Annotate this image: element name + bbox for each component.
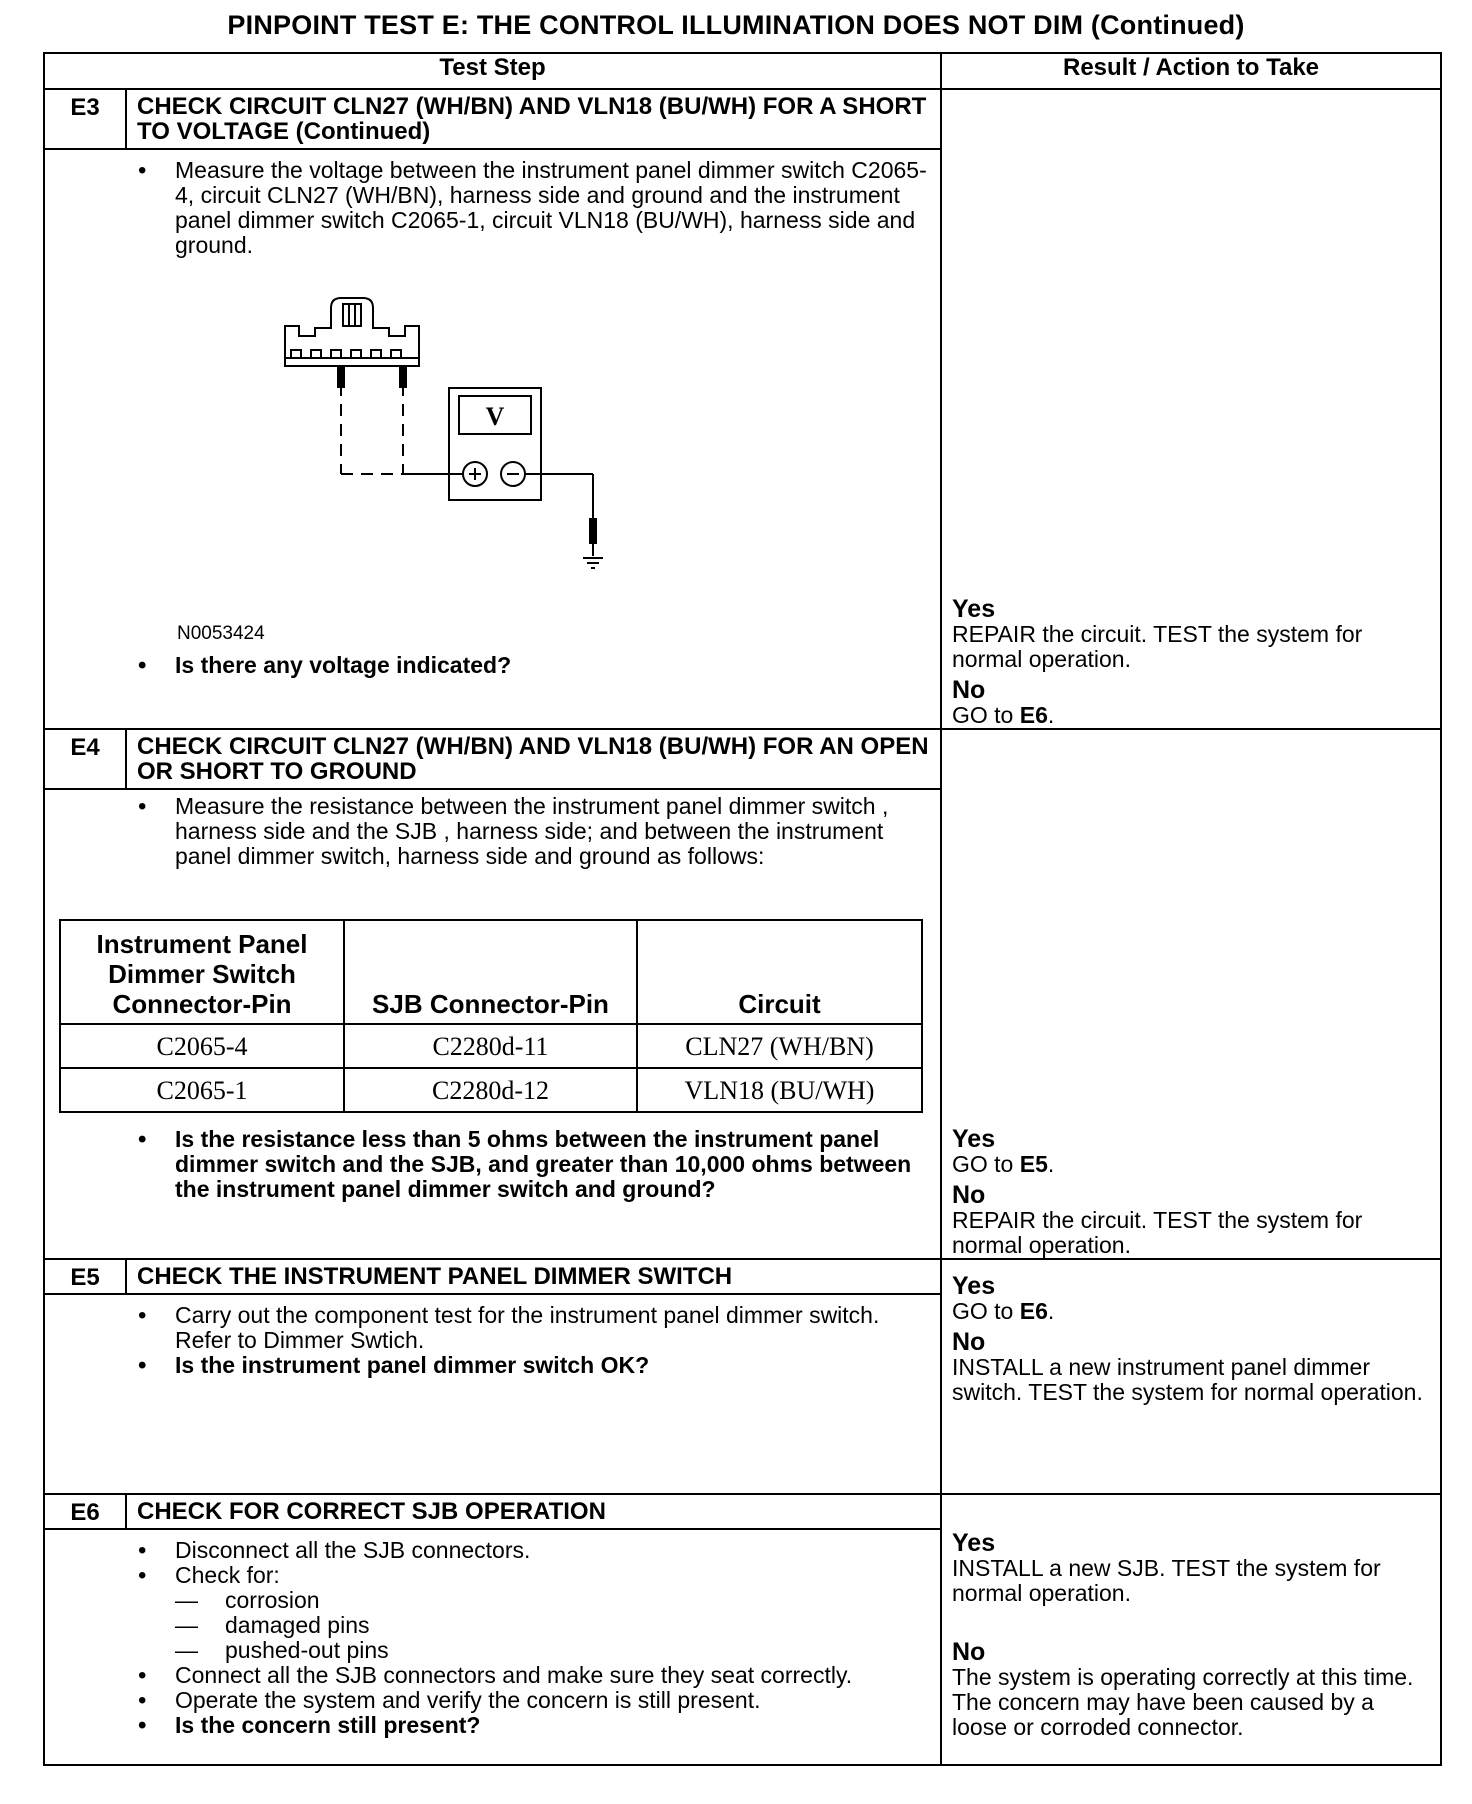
instruction: • Check for: — corrosion — damaged pins — pushed-out pins	[45, 1563, 930, 1663]
col-header-dimmer-pin: Instrument Panel Dimmer Switch Connector-Pin	[60, 920, 344, 1024]
list-item: — corrosion	[175, 1588, 930, 1613]
figure-id: N0053424	[177, 623, 265, 644]
instruction: • Connect all the SJB connectors and make sure they seat correctly.	[45, 1663, 930, 1688]
cell-circuit: VLN18 (BU/WH)	[637, 1068, 922, 1112]
check-list	[175, 1588, 930, 1663]
result-e6	[941, 1494, 1441, 1765]
meter-label: V	[485, 402, 505, 431]
table-row	[60, 1068, 922, 1112]
step-body-e3	[44, 149, 941, 729]
instruction: • Measure the resistance between the instrument panel dimmer switch , harness side and the SJB , harness side; and between the instrument panel dimmer switch, harness side and ground as follows:	[45, 794, 930, 869]
result-e4	[941, 729, 1441, 1259]
col-header-circuit: Circuit	[637, 920, 922, 1024]
yes-label: Yes	[952, 1125, 996, 1153]
yes-action: REPAIR the circuit. TEST the system for normal operation.	[952, 621, 1363, 672]
step-link-e6: E6	[1019, 702, 1048, 728]
pin-table	[59, 919, 923, 1113]
question: • Is the instrument panel dimmer switch OK?	[45, 1353, 930, 1378]
cell-sjb-pin: C2280d-11	[344, 1024, 637, 1068]
col-header-sjb-pin: SJB Connector-Pin	[344, 920, 637, 1024]
no-action: GO to E6.	[952, 702, 1055, 728]
result-e5	[941, 1259, 1441, 1494]
instruction: • Measure the voltage between the instrument panel dimmer switch C2065-4, circuit CLN27 (WH/BN), harness side and ground and the instrument panel dimmer switch C2065-1, circuit VLN18 (BU/WH), harness side and ground.	[45, 158, 930, 258]
yes-label: Yes	[952, 595, 996, 623]
step-id-e3: E3	[44, 89, 126, 149]
step-id-e4: E4	[44, 729, 126, 789]
list-item: — damaged pins	[175, 1613, 930, 1638]
step-body-e4	[44, 789, 941, 1259]
table-row	[60, 1024, 922, 1068]
yes-label: Yes	[952, 1529, 996, 1557]
question: • Is the concern still present?	[45, 1713, 930, 1738]
question: • Is the resistance less than 5 ohms between the instrument panel dimmer switch and the SJB, and greater than 10,000 ohms between the instrument panel dimmer switch and ground?	[45, 1127, 930, 1202]
instruction: • Operate the system and verify the concern is still present.	[45, 1688, 930, 1713]
no-label: No	[952, 676, 986, 704]
page-title: PINPOINT TEST E: THE CONTROL ILLUMINATION DOES NOT DIM (Continued)	[227, 10, 1245, 40]
yes-label: Yes	[952, 1272, 996, 1300]
no-label: No	[952, 1181, 986, 1209]
cell-sjb-pin: C2280d-12	[344, 1068, 637, 1112]
step-title-e3: CHECK CIRCUIT CLN27 (WH/BN) AND VLN18 (BU/WH) FOR A SHORT TO VOLTAGE (Continued)	[126, 89, 941, 149]
cell-circuit: CLN27 (WH/BN)	[637, 1024, 922, 1068]
list-item: — pushed-out pins	[175, 1638, 930, 1663]
voltmeter-connector-illustration	[45, 258, 845, 653]
step-link-e6: E6	[1019, 1298, 1048, 1324]
no-label: No	[952, 1638, 986, 1666]
no-action: INSTALL a new instrument panel dimmer switch. TEST the system for normal operation.	[952, 1354, 1423, 1405]
step-link-e5: E5	[1019, 1151, 1048, 1177]
step-title-e5: CHECK THE INSTRUMENT PANEL DIMMER SWITCH	[126, 1259, 941, 1294]
result-header: Result / Action to Take	[941, 53, 1441, 89]
step-body-e6	[44, 1529, 941, 1765]
instruction: • Disconnect all the SJB connectors.	[45, 1538, 930, 1563]
yes-action: GO to E5.	[952, 1151, 1055, 1177]
result-e3	[941, 89, 1441, 729]
no-action: The system is operating correctly at this time. The concern may have been caused by a loose or corroded connector.	[952, 1664, 1414, 1740]
cell-dimmer-pin: C2065-4	[60, 1024, 344, 1068]
step-title-e6: CHECK FOR CORRECT SJB OPERATION	[126, 1494, 941, 1529]
no-action: REPAIR the circuit. TEST the system for normal operation.	[952, 1207, 1363, 1258]
cell-dimmer-pin: C2065-1	[60, 1068, 344, 1112]
step-title-e4: CHECK CIRCUIT CLN27 (WH/BN) AND VLN18 (BU/WH) FOR AN OPEN OR SHORT TO GROUND	[126, 729, 941, 789]
question: • Is there any voltage indicated?	[45, 653, 930, 678]
yes-action: GO to E6.	[952, 1298, 1055, 1324]
step-body-e5	[44, 1294, 941, 1494]
step-id-e5: E5	[44, 1259, 126, 1294]
test-step-header: Test Step	[44, 53, 941, 89]
step-id-e6: E6	[44, 1494, 126, 1529]
yes-action: INSTALL a new SJB. TEST the system for normal operation.	[952, 1555, 1381, 1606]
no-label: No	[952, 1328, 986, 1356]
instruction: • Carry out the component test for the instrument panel dimmer switch. Refer to Dimmer Swtich.	[45, 1303, 930, 1353]
connector-diagram	[45, 258, 930, 653]
pinpoint-test-table	[43, 52, 1442, 1766]
